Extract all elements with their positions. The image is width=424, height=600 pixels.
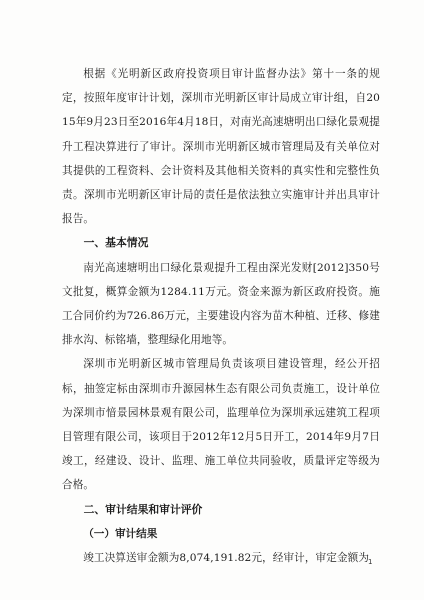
section-heading-basic-info: 一、基本情况 <box>83 236 149 250</box>
basic-info-paragraph-1: 南光高速塘明出口绿化景观提升工程由深光发财[2012]350号文批复，概算金额为1284.11万元。资金来源为新区政府投资。施工合同价约为726.86万元，主要建设内容为苗木种植、迁移、修建排水沟、标铭墙，整理绿化用地等。 <box>62 261 380 347</box>
document-body <box>62 62 380 570</box>
page-number: 1 <box>368 558 373 566</box>
section-heading-audit-results: 二、审计结果和审计评价 <box>83 502 203 516</box>
intro-paragraph: 根据《光明新区政府投资项目审计监督办法》第十一条的规定，按照年度审计计划，深圳市光明新区审计局成立审计组，自2015年9月23日至2016年4月18日，对南光高速塘明出口绿化景观提升工程决算进行了审计。深圳市光明新区城市管理局及有关单位对其提供的工程资料、会计资料及其他相关资料的真实性和完整性负责。深圳市光明新区审计局的责任是依法独立实施审计并出具审计报告。 <box>62 68 380 226</box>
audit-result-paragraph: 竣工决算送审金额为8,074,191.82元，经审计，审定金额为 <box>83 552 370 565</box>
subsection-heading-audit-result: （一）审计结果 <box>83 527 158 540</box>
basic-info-paragraph-2: 深圳市光明新区城市管理局负责该项目建设管理，经公开招标，抽签定标由深圳市升源园林生态有限公司负责施工，设计单位为深圳市愔景园林景观有限公司，监理单位为深圳承远建筑工程项目管理有限公司，该项目于2012年12月5日开工，2014年9月7日竣工，经建设、设计、监理、施工单位共同验收，质量评定等级为合格。 <box>62 358 380 492</box>
